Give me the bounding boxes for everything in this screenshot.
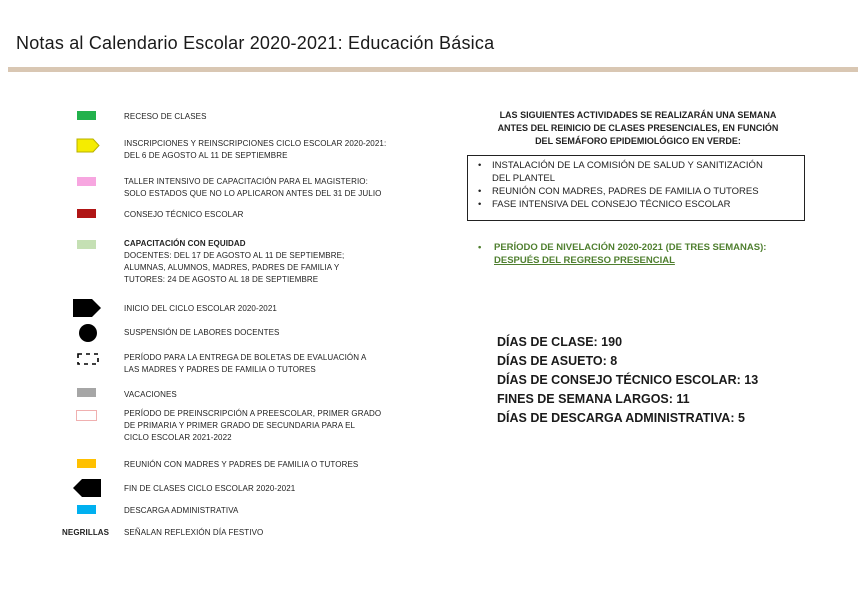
legend-label: CICLO ESCOLAR 2021-2022 (124, 433, 232, 442)
legend-heading: CAPACITACIÓN CON EQUIDAD (124, 239, 246, 248)
list-item: • REUNIÓN CON MADRES, PADRES DE FAMILIA O TUTORES (476, 185, 796, 198)
legend-label: DE PRIMARIA Y PRIMER GRADO DE SECUNDARIA PARA EL (124, 421, 356, 430)
blue-bar-icon (77, 505, 96, 514)
bullet-icon: • (478, 242, 482, 253)
title-divider (8, 67, 858, 72)
legend-label: SEÑALAN REFLEXIÓN DÍA FESTIVO (124, 528, 264, 537)
black-arrow-right-icon (72, 298, 102, 318)
legend-label: SUSPENSIÓN DE LABORES DOCENTES (124, 328, 280, 337)
legend-label: REUNIÓN CON MADRES Y PADRES DE FAMILIA O TUTORES (124, 460, 359, 469)
lightgreen-bar-icon (77, 240, 96, 249)
darkred-bar-icon (77, 209, 96, 218)
stat-dias-asueto: DÍAS DE ASUETO: 8 (497, 354, 618, 368)
legend-label: TUTORES: 24 DE AGOSTO AL 18 DE SEPTIEMBRE (124, 275, 319, 284)
legend-label: ALUMNAS, ALUMNOS, MADRES, PADRES DE FAMILIA Y (124, 263, 340, 272)
legend-label: DOCENTES: DEL 17 DE AGOSTO AL 11 DE SEPTIEMBRE; (124, 251, 345, 260)
negrillas-label: NEGRILLAS (62, 528, 110, 537)
stats-summary (497, 333, 837, 428)
stat-dias-clase: DÍAS DE CLASE: 190 (497, 335, 623, 349)
legend-label: INICIO DEL CICLO ESCOLAR 2020-2021 (124, 304, 277, 313)
legend-label: TALLER INTENSIVO DE CAPACITACIÓN PARA EL MAGISTERIO: (124, 177, 368, 186)
list-item: • INSTALACIÓN DE LA COMISIÓN DE SALUD Y SANITIZACIÓN DEL PLANTEL (476, 159, 796, 185)
dashed-box-icon (77, 353, 99, 365)
legend-label: PERÍODO DE PREINSCRIPCIÓN A PREESCOLAR, PRIMER GRADO (124, 409, 382, 418)
legend-label: CONSEJO TÉCNICO ESCOLAR (124, 210, 244, 219)
stat-consejo-tecnico: DÍAS DE CONSEJO TÉCNICO ESCOLAR: 13 (497, 373, 759, 387)
legend-label: PERÍODO PARA LA ENTREGA DE BOLETAS DE EVALUACIÓN A (124, 353, 367, 362)
legend-label: INSCRIPCIONES Y REINSCRIPCIONES CICLO ESCOLAR 2020-2021: (124, 139, 387, 148)
legend-label: DEL 6 DE AGOSTO AL 11 DE SEPTIEMBRE (124, 151, 288, 160)
activities-heading: LAS SIGUIENTES ACTIVIDADES SE REALIZARÁN UNA SEMANA ANTES DEL REINICIO DE CLASES PRESENCIALES, EN FUNCIÓN DEL SEMÁFORO EPIDEMIOLÓGICO EN VERDE: (497, 110, 779, 146)
nivelacion-note: • PERÍODO DE NIVELACIÓN 2020-2021 (DE TRES SEMANAS): DESPUÉS DEL REGRESO PRESENCIAL (478, 242, 767, 266)
legend-label: LAS MADRES Y PADRES DE FAMILIA O TUTORES (124, 365, 316, 374)
page-title: Notas al Calendario Escolar 2020-2021: Educación Básica (16, 33, 495, 53)
outline-box-icon (76, 410, 97, 421)
yellow-arrow-icon (76, 138, 100, 153)
black-circle-icon (78, 323, 98, 343)
orange-bar-icon (77, 459, 96, 468)
green-bar-icon (77, 111, 96, 120)
legend-label: DESCARGA ADMINISTRATIVA (124, 506, 239, 515)
stat-descarga: DÍAS DE DESCARGA ADMINISTRATIVA: 5 (497, 411, 745, 425)
black-arrow-left-icon (72, 478, 102, 498)
pink-bar-icon (77, 177, 96, 186)
stat-fines-semana: FINES DE SEMANA LARGOS: 11 (497, 392, 690, 406)
list-item: • FASE INTENSIVA DEL CONSEJO TÉCNICO ESCOLAR (476, 198, 796, 211)
legend-label: SOLO ESTADOS QUE NO LO APLICARON ANTES DEL 31 DE JULIO (124, 189, 382, 198)
activities-box (467, 155, 805, 221)
legend-label: RECESO DE CLASES (124, 112, 207, 121)
legend-label: FIN DE CLASES CICLO ESCOLAR 2020-2021 (124, 484, 296, 493)
legend-label: VACACIONES (124, 390, 177, 399)
gray-bar-icon (77, 388, 96, 397)
